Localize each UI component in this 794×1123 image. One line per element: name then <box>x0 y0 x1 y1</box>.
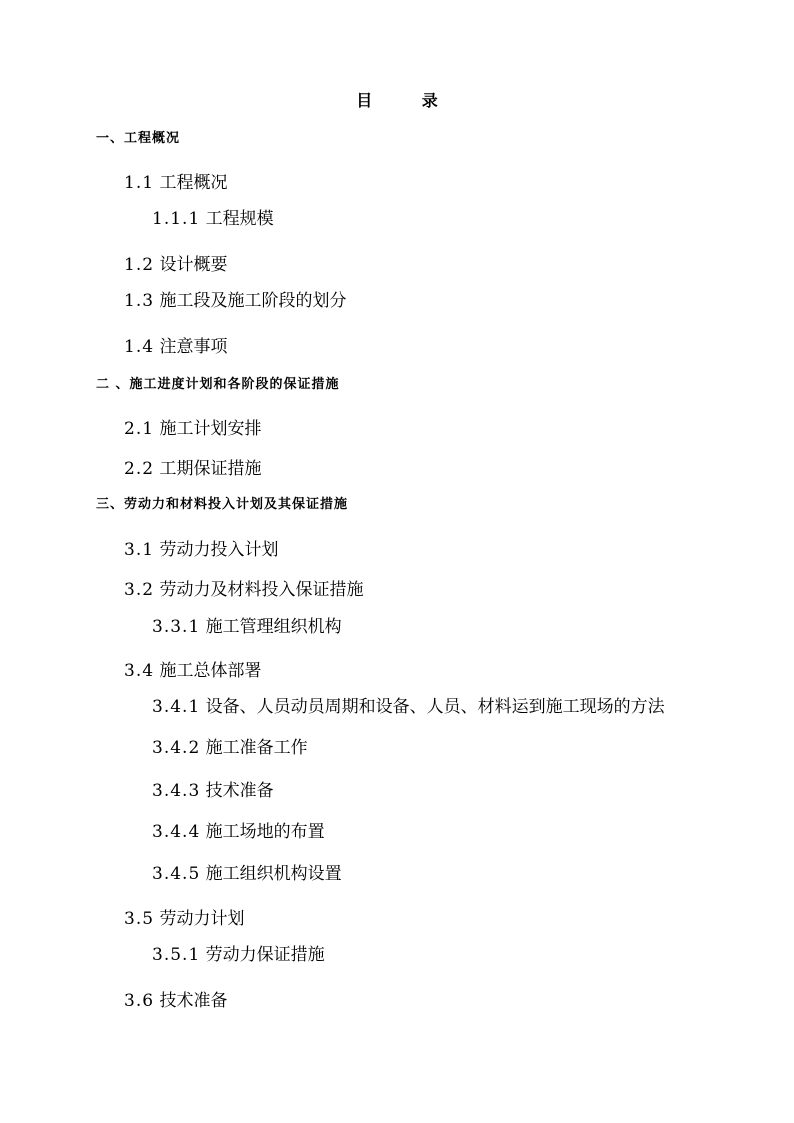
toc-entry-3-2[interactable] <box>124 579 363 601</box>
entry-number: 1.4 <box>124 337 155 357</box>
entry-text: 工期保证措施 <box>159 459 262 479</box>
entry-text: 技术准备 <box>205 781 274 801</box>
entry-text: 劳动力保证措施 <box>205 945 325 965</box>
entry-number: 三、 <box>96 497 125 512</box>
entry-text: 劳动力和材料投入计划及其保证措施 <box>124 497 349 512</box>
entry-text: 施工管理组织机构 <box>205 617 342 637</box>
toc-entry-chapter-3[interactable] <box>96 494 348 516</box>
toc-entry-3-5[interactable] <box>124 908 244 930</box>
entry-text: 施工进度计划和各阶段的保证措施 <box>129 377 340 392</box>
toc-entry-3-4-2[interactable] <box>152 737 308 759</box>
entry-text: 劳动力投入计划 <box>159 540 279 560</box>
entry-text: 劳动力及材料投入保证措施 <box>159 580 364 600</box>
entry-number: 3.4.5 <box>152 864 201 884</box>
entry-number: 1.3 <box>124 291 155 311</box>
toc-entry-1-1-1[interactable] <box>152 208 274 230</box>
toc-entry-3-4-5[interactable] <box>152 863 342 885</box>
toc-entry-3-3-1[interactable] <box>152 616 342 638</box>
entry-number: 3.1 <box>124 540 155 560</box>
entry-text: 施工总体部署 <box>159 661 262 681</box>
toc-entry-3-4[interactable] <box>124 660 261 682</box>
entry-number: 2.1 <box>124 419 155 439</box>
entry-text: 设备、人员动员周期和设备、人员、材料运到施工现场的方法 <box>205 697 665 717</box>
toc-entry-1-1[interactable] <box>124 172 227 194</box>
toc-entry-3-1[interactable] <box>124 539 278 561</box>
toc-entry-3-5-1[interactable] <box>152 944 325 966</box>
toc-entry-3-4-4[interactable] <box>152 821 325 843</box>
entry-number: 3.2 <box>124 580 155 600</box>
entry-number: 1.2 <box>124 255 155 275</box>
entry-number: 1.1 <box>124 173 155 193</box>
entry-number: 2.2 <box>124 459 155 479</box>
entry-text: 劳动力计划 <box>159 909 245 929</box>
entry-text: 技术准备 <box>159 991 228 1011</box>
entry-number: 3.4.4 <box>152 822 201 842</box>
toc-entry-chapter-2[interactable] <box>96 374 340 396</box>
entry-number: 3.5.1 <box>152 945 201 965</box>
entry-number: 3.5 <box>124 909 155 929</box>
entry-number: 3.4.1 <box>152 697 201 717</box>
toc-title: 目 录 <box>356 91 460 110</box>
entry-number: 3.4 <box>124 661 155 681</box>
entry-text: 工程概况 <box>159 173 228 193</box>
toc-entry-3-6[interactable] <box>124 990 227 1012</box>
entry-text: 施工场地的布置 <box>205 822 325 842</box>
entry-number: 3.4.3 <box>152 781 201 801</box>
entry-number: 3.4.2 <box>152 738 201 758</box>
toc-entry-1-2[interactable] <box>124 254 227 276</box>
entry-text: 施工准备工作 <box>205 738 308 758</box>
entry-text: 施工段及施工阶段的划分 <box>159 291 347 311</box>
toc-entry-2-2[interactable] <box>124 458 261 480</box>
toc-entry-1-4[interactable] <box>124 336 227 358</box>
entry-number: 3.6 <box>124 991 155 1011</box>
entry-text: 设计概要 <box>159 255 228 275</box>
entry-text: 工程规模 <box>205 209 274 229</box>
entry-number: 二 、 <box>96 377 130 392</box>
toc-entry-3-4-1[interactable] <box>152 696 665 718</box>
entry-number: 一、 <box>96 131 125 146</box>
toc-entry-1-3[interactable] <box>124 290 346 312</box>
toc-entry-2-1[interactable] <box>124 418 261 440</box>
toc-entry-3-4-3[interactable] <box>152 780 274 802</box>
entry-text: 施工计划安排 <box>159 419 262 439</box>
entry-text: 施工组织机构设置 <box>205 864 342 884</box>
toc-entry-chapter-1[interactable] <box>96 128 180 150</box>
entry-text: 工程概况 <box>124 131 181 146</box>
entry-number: 1.1.1 <box>152 209 201 229</box>
entry-number: 3.3.1 <box>152 617 201 637</box>
entry-text: 注意事项 <box>159 337 228 357</box>
